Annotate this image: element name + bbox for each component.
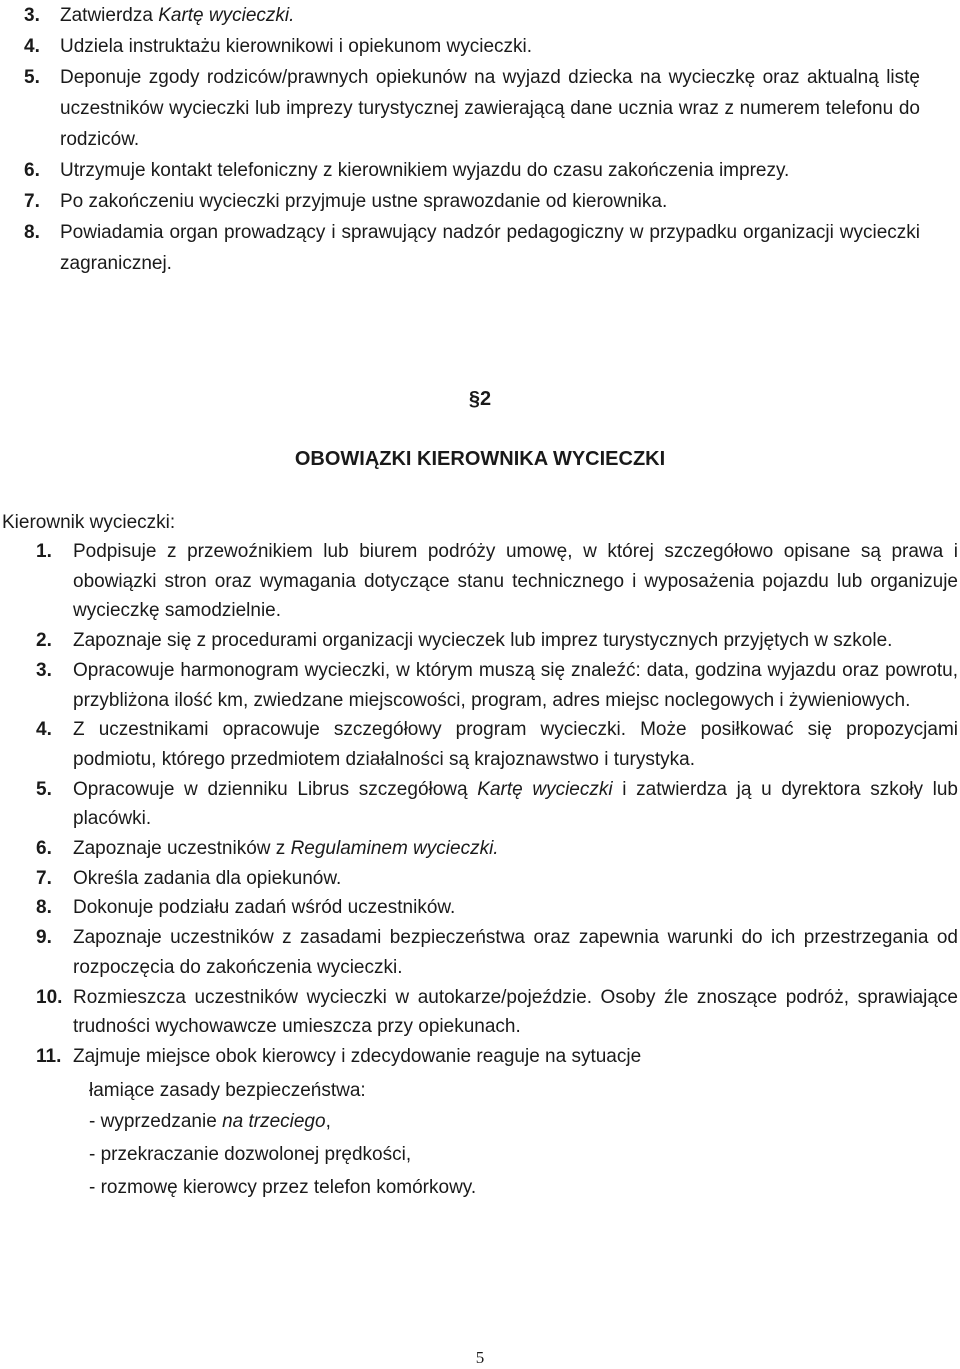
item-text: Z uczestnikami opracowuje szczegółowy program wycieczki. Może posiłkować się propozycjami podmiotu, którego przedmiotem działalności są krajoznawstwo i turystyka. <box>73 719 958 770</box>
item-number: 6. <box>24 160 40 181</box>
item-text-italic: Regulaminem wycieczki. <box>290 838 499 860</box>
item-number: 2. <box>36 630 52 652</box>
list-item <box>0 626 960 656</box>
item-number: 7. <box>36 867 52 889</box>
list-item <box>0 31 960 62</box>
item-number: 3. <box>24 5 40 26</box>
item-number: 8. <box>36 897 52 919</box>
item-text: Zatwierdza <box>60 5 159 26</box>
section-title: OBOWIĄZKI KIEROWNIKA WYCIECZKI <box>294 448 666 470</box>
item-text: Deponuje zgody rodziców/prawnych opiekunów na wyjazd dziecka na wycieczkę oraz aktualną listę uczestników wycieczki lub imprezy turystycznej zawierającą dane ucznia wraz z numerem telefonu do rodziców. <box>60 67 920 150</box>
sub-item-text: , <box>325 1111 331 1133</box>
school-director-duties-list <box>0 0 960 279</box>
item-number: 4. <box>24 36 40 57</box>
list-item <box>0 983 960 1042</box>
list-item <box>0 864 960 894</box>
item-text: Po zakończeniu wycieczki przyjmuje ustne sprawozdanie od kierownika. <box>60 191 668 212</box>
list-item <box>0 217 960 279</box>
item-number: 5. <box>36 778 52 800</box>
list-item <box>0 893 960 923</box>
paragraph-sign: §2 <box>468 388 492 410</box>
list-item <box>0 186 960 217</box>
item-text: Zapoznaje się z procedurami organizacji wycieczek lub imprez turystycznych przyjętych w szkole. <box>73 630 893 652</box>
item-number: 4. <box>36 719 52 741</box>
item-text: Dokonuje podziału zadań wśród uczestników. <box>73 897 456 919</box>
list-item <box>0 656 960 715</box>
item-number: 8. <box>24 222 40 243</box>
item-text: Powiadamia organ prowadzący i sprawujący nadzór pedagogiczny w przypadku organizacji wycieczki zagranicznej. <box>60 222 920 274</box>
sub-list-intro: łamiące zasady bezpieczeństwa: <box>89 1079 366 1101</box>
list-item <box>0 1042 960 1204</box>
item-text: Udziela instruktażu kierownikowi i opiekunom wycieczki. <box>60 36 533 57</box>
item-number: 5. <box>24 67 40 88</box>
item-text: Opracowuje harmonogram wycieczki, w którym muszą się znaleźć: data, godzina wyjazdu oraz powrotu, przybliżona ilość km, zwiedzane miejscowości, program, adres miejsc noclegowych i żywieniowych. <box>73 659 958 711</box>
item-number: 10. <box>36 986 63 1008</box>
item-text: Podpisuje z przewoźnikiem lub biurem podróży umowę, w której szczegółowo opisane są prawa i obowiązki stron oraz wymagania dotyczące stanu technicznego i wyposażenia pojazdu lub organizuje wycieczkę samodzielnie. <box>73 541 958 622</box>
list-item <box>0 834 960 864</box>
item-text: Opracowuje w dzienniku Librus szczegółową <box>73 778 478 800</box>
list-item <box>0 715 960 774</box>
item-text: Określa zadania dla opiekunów. <box>73 867 342 889</box>
item-number: 11. <box>36 1045 62 1067</box>
list-item <box>0 0 960 31</box>
section-intro: Kierownik wycieczki: <box>2 512 176 533</box>
item-text: Zapoznaje uczestników z <box>73 838 291 860</box>
list-item <box>0 775 960 834</box>
item-text: Zapoznaje uczestników z zasadami bezpieczeństwa oraz zapewnia warunki do ich przestrzegania od rozpoczęcia do zakończenia wycieczki. <box>73 927 958 978</box>
item-number: 7. <box>24 191 40 212</box>
item-text: i zatwierdza ją u dyrektora szkoły lub placówki. <box>73 778 958 830</box>
sub-list-item: - rozmowę kierowcy przez telefon komórkowy. <box>89 1177 477 1199</box>
item-text: Rozmieszcza uczestników wycieczki w autokarze/pojeździe. Osoby źle znoszące podróż, sprawiające trudności wychowawcze umieszcza przy opiekunach. <box>73 986 958 1038</box>
page-number: 5 <box>475 1348 485 1367</box>
item-number: 3. <box>36 659 52 681</box>
list-item <box>0 923 960 982</box>
item-number: 1. <box>36 541 52 562</box>
item-text: Utrzymuje kontakt telefoniczny z kierownikiem wyjazdu do czasu zakończenia imprezy. <box>60 160 790 181</box>
list-item <box>0 62 960 155</box>
item-number: 6. <box>36 838 52 860</box>
sub-item-text-italic: na trzeciego <box>222 1111 326 1133</box>
sub-list-item <box>73 1105 958 1138</box>
item-text: Zajmuje miejsce obok kierowcy i zdecydowanie reaguje na sytuacje <box>73 1045 642 1067</box>
trip-leader-duties-list <box>0 537 960 1204</box>
sub-list-item: - przekraczanie dozwolonej prędkości, <box>89 1144 412 1166</box>
list-item <box>0 537 960 626</box>
item-text-italic: Kartę wycieczki <box>477 778 613 800</box>
item-number: 9. <box>36 927 52 949</box>
sub-item-text: - wyprzedzanie <box>89 1111 223 1133</box>
list-item <box>0 155 960 186</box>
item-text-italic: Kartę wycieczki. <box>158 5 295 26</box>
